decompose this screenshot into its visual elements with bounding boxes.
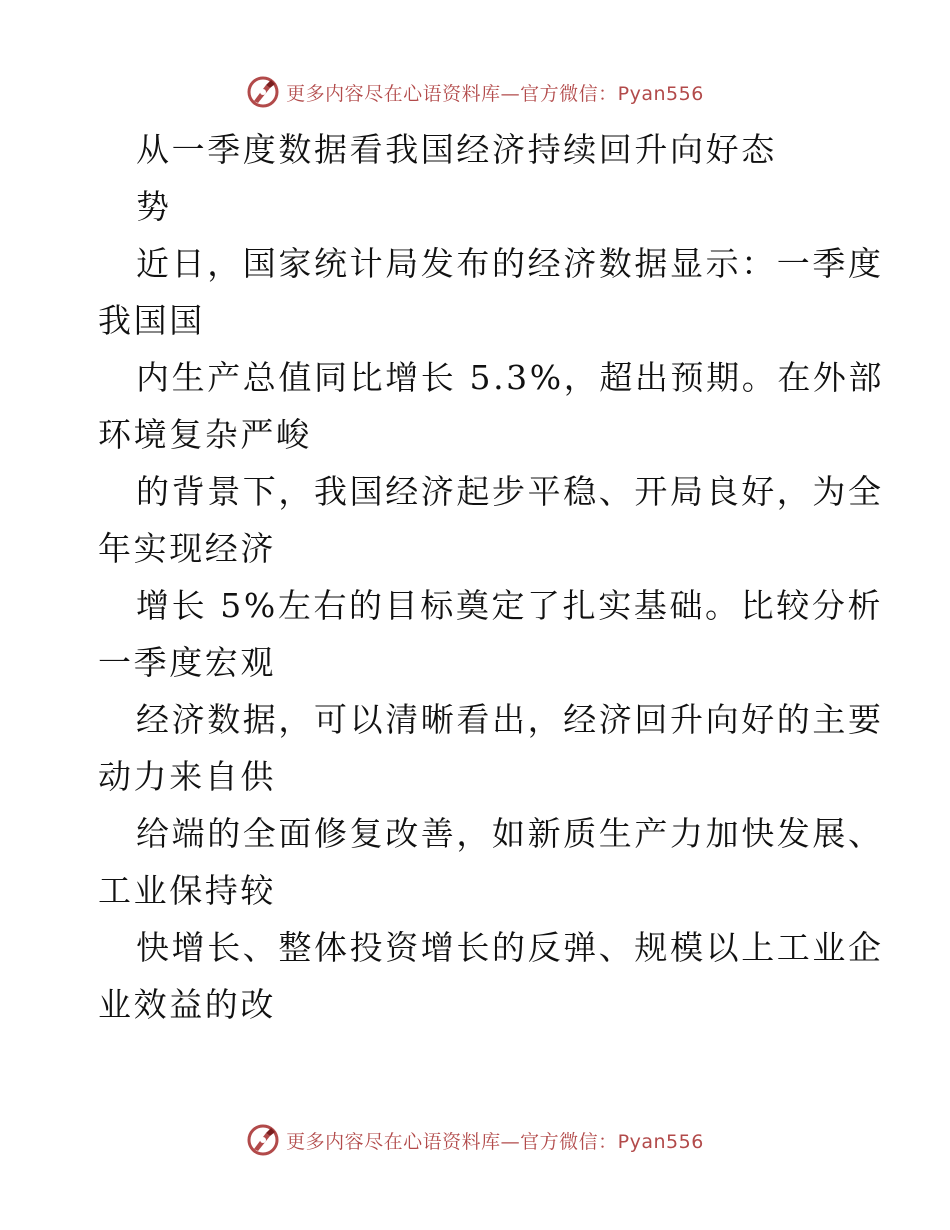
header-banner-text [286, 79, 704, 106]
body-line-1: 近日，国家统计局发布的经济数据显示：一季度 [136, 244, 884, 283]
body-line-14: 业效益的改 [98, 985, 276, 1024]
header-wechat-id: Pyan556 [617, 82, 704, 105]
footer-wechat-id: Pyan556 [617, 1130, 704, 1153]
body-line-8: 一季度宏观 [98, 643, 276, 682]
title-line-1: 从一季度数据看我国经济持续回升向好态 [136, 130, 777, 169]
header-banner-label: 更多内容尽在心语资料库—官方微信： [286, 82, 618, 105]
body-line-7: 增长 5%左右的目标奠定了扎实基础。比较分析 [136, 586, 884, 625]
footer-banner-label: 更多内容尽在心语资料库—官方微信： [286, 1130, 618, 1153]
body-line-12: 工业保持较 [98, 871, 276, 910]
header-banner [0, 72, 950, 112]
body-line-5: 的背景下，我国经济起步平稳、开局良好，为全 [136, 472, 884, 511]
title-line-2: 势 [136, 187, 172, 226]
body-line-6: 年实现经济 [98, 529, 276, 568]
body-line-4: 环境复杂严峻 [98, 415, 312, 454]
body-line-3: 内生产总值同比增长 5.3%，超出预期。在外部 [136, 358, 885, 397]
body-line-13: 快增长、整体投资增长的反弹、规模以上工业企 [136, 928, 884, 967]
footer-banner [0, 1120, 950, 1160]
body-line-2: 我国国 [98, 301, 205, 340]
pen-logo-icon [246, 1123, 280, 1157]
body-line-10: 动力来自供 [98, 757, 276, 796]
pen-logo-icon [246, 75, 280, 109]
footer-banner-text [286, 1127, 704, 1154]
body-line-9: 经济数据，可以清晰看出，经济回升向好的主要 [136, 700, 884, 739]
body-line-11: 给端的全面修复改善，如新质生产力加快发展、 [136, 814, 884, 853]
